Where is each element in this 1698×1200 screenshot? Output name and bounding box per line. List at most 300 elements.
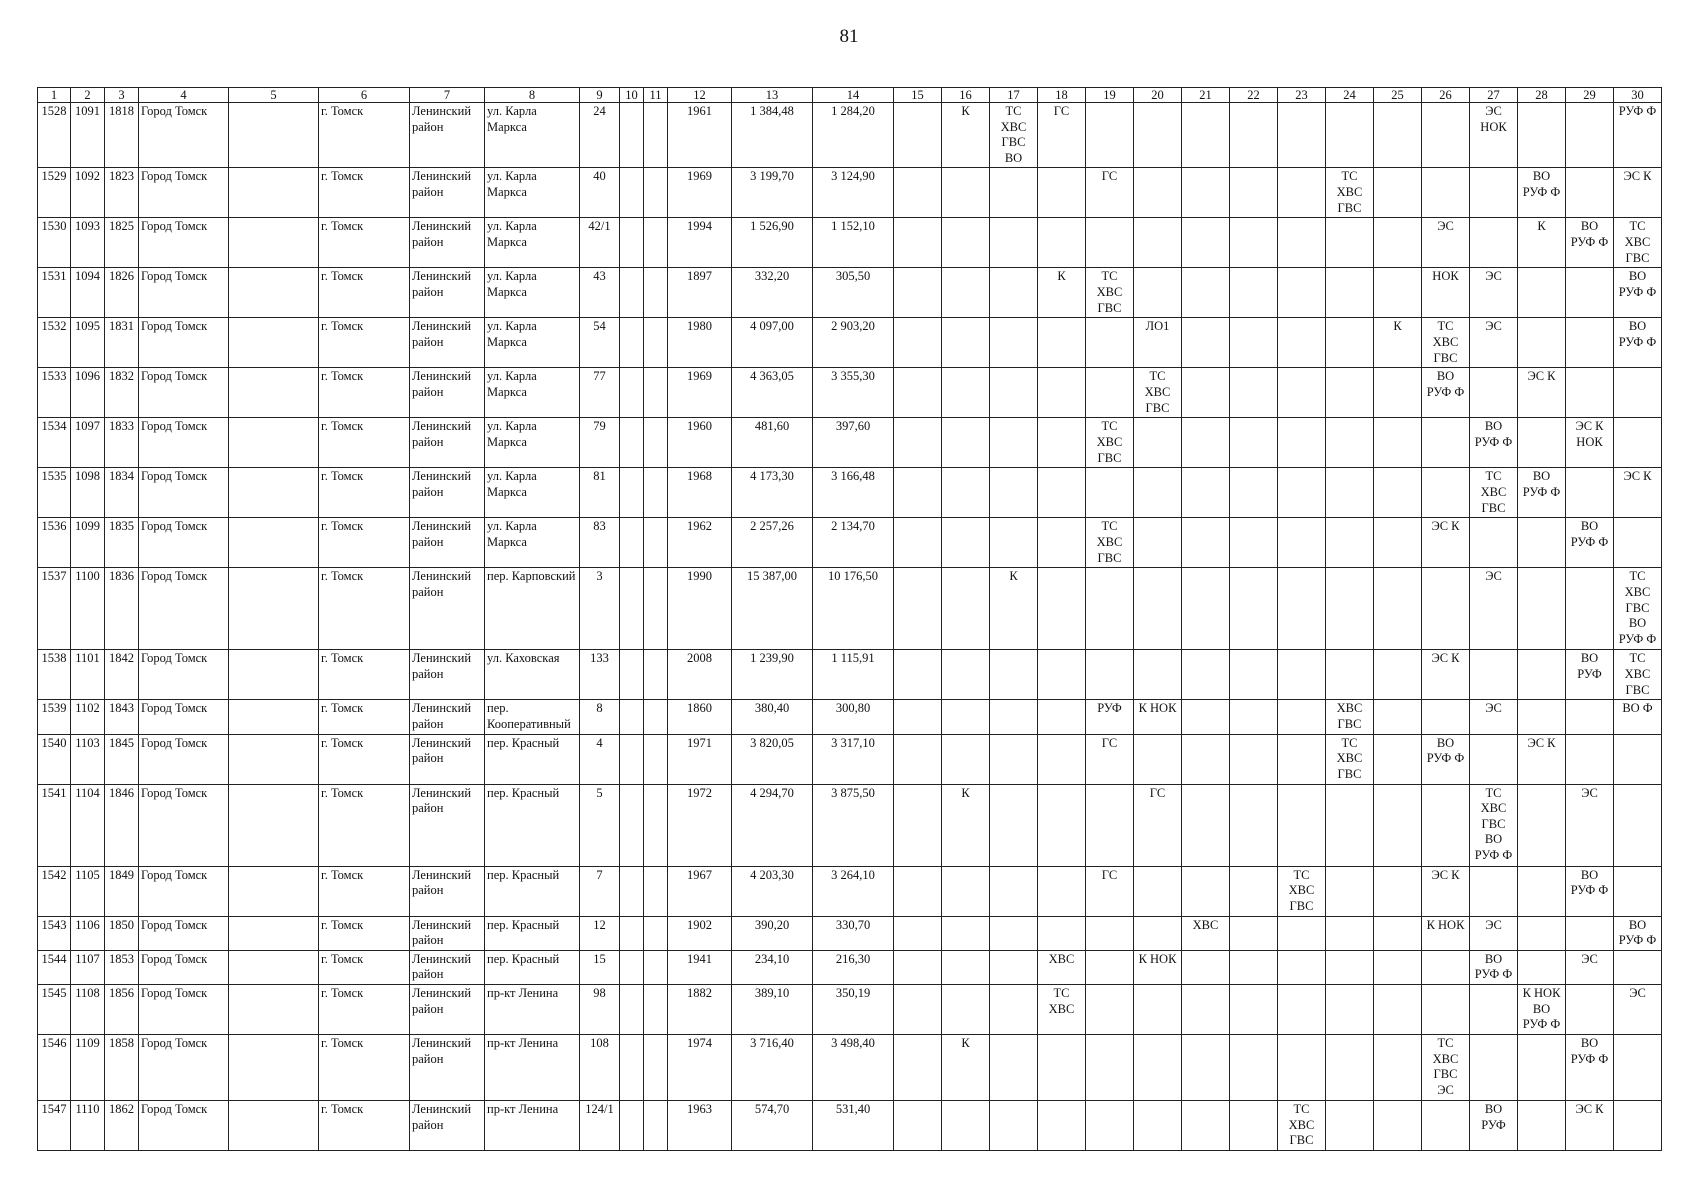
cell-col-3: 1849 — [105, 866, 139, 916]
cell-col-23 — [1278, 168, 1326, 218]
cell-col-29: ЭС — [1566, 784, 1614, 866]
column-header-17: 17 — [990, 88, 1038, 103]
cell-col-14: 216,30 — [813, 950, 894, 984]
cell-col-6: г. Томск — [319, 568, 410, 650]
cell-col-24 — [1326, 368, 1374, 418]
cell-col-30 — [1614, 518, 1662, 568]
cell-col-20: ЛО1 — [1134, 318, 1182, 368]
cell-col-17 — [990, 418, 1038, 468]
cell-col-24 — [1326, 468, 1374, 518]
cell-col-17 — [990, 984, 1038, 1034]
cell-col-1: 1531 — [38, 268, 71, 318]
cell-col-2: 1101 — [71, 650, 105, 700]
cell-col-4: Город Томск — [139, 218, 229, 268]
column-header-7: 7 — [410, 88, 485, 103]
cell-col-28: ВО РУФ Ф — [1518, 468, 1566, 518]
cell-col-12: 1994 — [668, 218, 732, 268]
cell-col-12: 1969 — [668, 368, 732, 418]
cell-col-4: Город Томск — [139, 784, 229, 866]
cell-col-11 — [644, 650, 668, 700]
cell-col-20 — [1134, 984, 1182, 1034]
cell-col-27 — [1470, 984, 1518, 1034]
cell-col-19 — [1086, 950, 1134, 984]
cell-col-2: 1108 — [71, 984, 105, 1034]
cell-col-28 — [1518, 268, 1566, 318]
cell-col-27: ЭС — [1470, 700, 1518, 734]
cell-col-9: 40 — [580, 168, 620, 218]
cell-col-3: 1850 — [105, 916, 139, 950]
cell-col-6: г. Томск — [319, 700, 410, 734]
column-header-13: 13 — [732, 88, 813, 103]
cell-col-7: Ленинский район — [410, 1034, 485, 1100]
cell-col-23 — [1278, 1034, 1326, 1100]
cell-col-12: 1860 — [668, 700, 732, 734]
cell-col-5 — [229, 784, 319, 866]
cell-col-25 — [1374, 1100, 1422, 1150]
cell-col-10 — [620, 318, 644, 368]
cell-col-15 — [894, 916, 942, 950]
cell-col-18 — [1038, 218, 1086, 268]
column-header-1: 1 — [38, 88, 71, 103]
table-row — [38, 103, 1662, 168]
cell-col-2: 1098 — [71, 468, 105, 518]
cell-col-27: ЭС — [1470, 568, 1518, 650]
cell-col-18 — [1038, 1100, 1086, 1150]
cell-col-9: 83 — [580, 518, 620, 568]
cell-col-15 — [894, 218, 942, 268]
table-row — [38, 168, 1662, 218]
cell-col-16 — [942, 950, 990, 984]
cell-col-11 — [644, 268, 668, 318]
cell-col-17 — [990, 518, 1038, 568]
cell-col-28: К НОК ВО РУФ Ф — [1518, 984, 1566, 1034]
table-row — [38, 950, 1662, 984]
cell-col-14: 1 152,10 — [813, 218, 894, 268]
cell-col-23 — [1278, 468, 1326, 518]
cell-col-25 — [1374, 168, 1422, 218]
cell-col-12: 1882 — [668, 984, 732, 1034]
cell-col-4: Город Томск — [139, 168, 229, 218]
cell-col-13: 380,40 — [732, 700, 813, 734]
cell-col-10 — [620, 103, 644, 168]
cell-col-6: г. Томск — [319, 168, 410, 218]
cell-col-8: пер. Карповский — [485, 568, 580, 650]
cell-col-25 — [1374, 916, 1422, 950]
cell-col-25 — [1374, 784, 1422, 866]
cell-col-10 — [620, 1034, 644, 1100]
header-row — [38, 88, 1662, 103]
cell-col-11 — [644, 1100, 668, 1150]
cell-col-12: 1941 — [668, 950, 732, 984]
cell-col-6: г. Томск — [319, 218, 410, 268]
cell-col-22 — [1230, 650, 1278, 700]
cell-col-14: 3 498,40 — [813, 1034, 894, 1100]
cell-col-11 — [644, 168, 668, 218]
cell-col-15 — [894, 784, 942, 866]
cell-col-8: пер. Красный — [485, 950, 580, 984]
cell-col-20 — [1134, 1034, 1182, 1100]
cell-col-21 — [1182, 784, 1230, 866]
cell-col-4: Город Томск — [139, 650, 229, 700]
cell-col-11 — [644, 468, 668, 518]
cell-col-6: г. Томск — [319, 103, 410, 168]
cell-col-11 — [644, 700, 668, 734]
cell-col-26 — [1422, 468, 1470, 518]
cell-col-25 — [1374, 950, 1422, 984]
cell-col-19: ГС — [1086, 168, 1134, 218]
cell-col-28 — [1518, 1034, 1566, 1100]
cell-col-22 — [1230, 368, 1278, 418]
cell-col-30: ТС ХВС ГВС — [1614, 650, 1662, 700]
cell-col-23 — [1278, 268, 1326, 318]
cell-col-3: 1831 — [105, 318, 139, 368]
cell-col-15 — [894, 268, 942, 318]
cell-col-8: пер. Кооперативный — [485, 700, 580, 734]
cell-col-21 — [1182, 734, 1230, 784]
column-header-26: 26 — [1422, 88, 1470, 103]
cell-col-8: ул. Карла Маркса — [485, 168, 580, 218]
table-row — [38, 1100, 1662, 1150]
table-row — [38, 418, 1662, 468]
cell-col-19 — [1086, 468, 1134, 518]
cell-col-10 — [620, 866, 644, 916]
cell-col-4: Город Томск — [139, 518, 229, 568]
cell-col-20 — [1134, 734, 1182, 784]
cell-col-18 — [1038, 916, 1086, 950]
cell-col-28 — [1518, 950, 1566, 984]
cell-col-28 — [1518, 700, 1566, 734]
cell-col-15 — [894, 168, 942, 218]
cell-col-5 — [229, 950, 319, 984]
column-header-22: 22 — [1230, 88, 1278, 103]
cell-col-7: Ленинский район — [410, 784, 485, 866]
cell-col-9: 108 — [580, 1034, 620, 1100]
cell-col-10 — [620, 1100, 644, 1150]
cell-col-12: 1960 — [668, 418, 732, 468]
cell-col-23 — [1278, 984, 1326, 1034]
table-row — [38, 368, 1662, 418]
cell-col-1: 1540 — [38, 734, 71, 784]
cell-col-26: ТС ХВС ГВС ЭС — [1422, 1034, 1470, 1100]
cell-col-13: 1 239,90 — [732, 650, 813, 700]
cell-col-2: 1094 — [71, 268, 105, 318]
cell-col-8: ул. Карла Маркса — [485, 518, 580, 568]
cell-col-18 — [1038, 700, 1086, 734]
cell-col-28 — [1518, 1100, 1566, 1150]
cell-col-13: 1 384,48 — [732, 103, 813, 168]
table-row — [38, 866, 1662, 916]
cell-col-28 — [1518, 866, 1566, 916]
cell-col-6: г. Томск — [319, 866, 410, 916]
cell-col-4: Город Томск — [139, 468, 229, 518]
cell-col-5 — [229, 1034, 319, 1100]
cell-col-8: ул. Карла Маркса — [485, 103, 580, 168]
cell-col-12: 1962 — [668, 518, 732, 568]
cell-col-24 — [1326, 950, 1374, 984]
cell-col-11 — [644, 418, 668, 468]
cell-col-17 — [990, 700, 1038, 734]
cell-col-30: ВО РУФ Ф — [1614, 916, 1662, 950]
cell-col-23 — [1278, 218, 1326, 268]
cell-col-16: К — [942, 103, 990, 168]
cell-col-16 — [942, 368, 990, 418]
cell-col-16 — [942, 916, 990, 950]
cell-col-6: г. Томск — [319, 1100, 410, 1150]
cell-col-8: ул. Каховская — [485, 650, 580, 700]
table-row — [38, 1034, 1662, 1100]
cell-col-10 — [620, 568, 644, 650]
cell-col-14: 1 284,20 — [813, 103, 894, 168]
column-header-24: 24 — [1326, 88, 1374, 103]
cell-col-14: 531,40 — [813, 1100, 894, 1150]
table-row — [38, 650, 1662, 700]
cell-col-26 — [1422, 784, 1470, 866]
cell-col-21 — [1182, 518, 1230, 568]
page-number: 81 — [839, 26, 859, 47]
cell-col-21 — [1182, 103, 1230, 168]
cell-col-17 — [990, 784, 1038, 866]
cell-col-18 — [1038, 734, 1086, 784]
cell-col-9: 54 — [580, 318, 620, 368]
cell-col-30 — [1614, 784, 1662, 866]
cell-col-4: Город Томск — [139, 984, 229, 1034]
cell-col-10 — [620, 268, 644, 318]
cell-col-24 — [1326, 568, 1374, 650]
cell-col-23: ТС ХВС ГВС — [1278, 1100, 1326, 1150]
cell-col-23 — [1278, 518, 1326, 568]
cell-col-21: ХВС — [1182, 916, 1230, 950]
cell-col-12: 1990 — [668, 568, 732, 650]
cell-col-17 — [990, 218, 1038, 268]
cell-col-2: 1107 — [71, 950, 105, 984]
table-row — [38, 568, 1662, 650]
column-header-27: 27 — [1470, 88, 1518, 103]
cell-col-13: 3 716,40 — [732, 1034, 813, 1100]
cell-col-17 — [990, 1100, 1038, 1150]
cell-col-8: пр-кт Ленина — [485, 984, 580, 1034]
cell-col-4: Город Томск — [139, 1034, 229, 1100]
cell-col-14: 1 115,91 — [813, 650, 894, 700]
cell-col-17 — [990, 866, 1038, 916]
cell-col-29 — [1566, 468, 1614, 518]
column-header-28: 28 — [1518, 88, 1566, 103]
cell-col-28 — [1518, 418, 1566, 468]
cell-col-15 — [894, 368, 942, 418]
cell-col-11 — [644, 950, 668, 984]
cell-col-6: г. Томск — [319, 468, 410, 518]
cell-col-30: ВО РУФ Ф — [1614, 268, 1662, 318]
cell-col-21 — [1182, 418, 1230, 468]
cell-col-12: 1980 — [668, 318, 732, 368]
cell-col-30 — [1614, 1100, 1662, 1150]
cell-col-8: пр-кт Ленина — [485, 1034, 580, 1100]
cell-col-24 — [1326, 318, 1374, 368]
cell-col-6: г. Томск — [319, 784, 410, 866]
cell-col-8: пр-кт Ленина — [485, 1100, 580, 1150]
cell-col-23 — [1278, 103, 1326, 168]
column-header-14: 14 — [813, 88, 894, 103]
cell-col-7: Ленинский район — [410, 568, 485, 650]
cell-col-29: ЭС К НОК — [1566, 418, 1614, 468]
cell-col-14: 3 355,30 — [813, 368, 894, 418]
cell-col-11 — [644, 734, 668, 784]
cell-col-15 — [894, 700, 942, 734]
cell-col-29 — [1566, 916, 1614, 950]
cell-col-5 — [229, 734, 319, 784]
cell-col-30: ЭС К — [1614, 468, 1662, 518]
cell-col-16: К — [942, 1034, 990, 1100]
cell-col-9: 133 — [580, 650, 620, 700]
cell-col-29: ЭС — [1566, 950, 1614, 984]
cell-col-30: ТС ХВС ГВС ВО РУФ Ф — [1614, 568, 1662, 650]
cell-col-25 — [1374, 700, 1422, 734]
cell-col-26 — [1422, 103, 1470, 168]
cell-col-8: пер. Красный — [485, 866, 580, 916]
cell-col-2: 1097 — [71, 418, 105, 468]
cell-col-26: ЭС К — [1422, 866, 1470, 916]
cell-col-25 — [1374, 866, 1422, 916]
cell-col-18: К — [1038, 268, 1086, 318]
cell-col-2: 1105 — [71, 866, 105, 916]
column-header-21: 21 — [1182, 88, 1230, 103]
cell-col-5 — [229, 168, 319, 218]
cell-col-27 — [1470, 168, 1518, 218]
cell-col-4: Город Томск — [139, 418, 229, 468]
cell-col-25 — [1374, 468, 1422, 518]
cell-col-6: г. Томск — [319, 368, 410, 418]
cell-col-7: Ленинский район — [410, 950, 485, 984]
cell-col-29 — [1566, 700, 1614, 734]
cell-col-15 — [894, 1034, 942, 1100]
cell-col-7: Ленинский район — [410, 368, 485, 418]
cell-col-4: Город Томск — [139, 368, 229, 418]
cell-col-25 — [1374, 518, 1422, 568]
cell-col-20 — [1134, 168, 1182, 218]
cell-col-10 — [620, 468, 644, 518]
cell-col-10 — [620, 368, 644, 418]
cell-col-6: г. Томск — [319, 418, 410, 468]
cell-col-18 — [1038, 468, 1086, 518]
cell-col-12: 1968 — [668, 468, 732, 518]
table-row — [38, 268, 1662, 318]
cell-col-10 — [620, 700, 644, 734]
cell-col-25: К — [1374, 318, 1422, 368]
cell-col-19 — [1086, 368, 1134, 418]
cell-col-12: 1961 — [668, 103, 732, 168]
cell-col-7: Ленинский район — [410, 518, 485, 568]
cell-col-25 — [1374, 1034, 1422, 1100]
cell-col-9: 24 — [580, 103, 620, 168]
cell-col-21 — [1182, 700, 1230, 734]
cell-col-30 — [1614, 368, 1662, 418]
column-header-12: 12 — [668, 88, 732, 103]
cell-col-27: ТС ХВС ГВС — [1470, 468, 1518, 518]
cell-col-26 — [1422, 568, 1470, 650]
cell-col-16 — [942, 1100, 990, 1150]
cell-col-21 — [1182, 168, 1230, 218]
cell-col-19 — [1086, 568, 1134, 650]
cell-col-4: Город Томск — [139, 916, 229, 950]
cell-col-16 — [942, 418, 990, 468]
cell-col-18 — [1038, 418, 1086, 468]
cell-col-22 — [1230, 418, 1278, 468]
cell-col-30 — [1614, 734, 1662, 784]
cell-col-16 — [942, 268, 990, 318]
cell-col-20 — [1134, 268, 1182, 318]
cell-col-20 — [1134, 568, 1182, 650]
cell-col-5 — [229, 368, 319, 418]
cell-col-15 — [894, 984, 942, 1034]
cell-col-8: ул. Карла Маркса — [485, 318, 580, 368]
cell-col-20 — [1134, 468, 1182, 518]
table-row — [38, 468, 1662, 518]
cell-col-9: 12 — [580, 916, 620, 950]
cell-col-9: 5 — [580, 784, 620, 866]
cell-col-2: 1091 — [71, 103, 105, 168]
cell-col-21 — [1182, 218, 1230, 268]
cell-col-3: 1856 — [105, 984, 139, 1034]
cell-col-28 — [1518, 916, 1566, 950]
cell-col-18 — [1038, 518, 1086, 568]
cell-col-29 — [1566, 318, 1614, 368]
cell-col-9: 3 — [580, 568, 620, 650]
cell-col-13: 4 363,05 — [732, 368, 813, 418]
cell-col-6: г. Томск — [319, 984, 410, 1034]
cell-col-4: Город Томск — [139, 568, 229, 650]
cell-col-25 — [1374, 368, 1422, 418]
cell-col-26: ТС ХВС ГВС — [1422, 318, 1470, 368]
cell-col-8: пер. Красный — [485, 916, 580, 950]
cell-col-21 — [1182, 1100, 1230, 1150]
cell-col-1: 1541 — [38, 784, 71, 866]
cell-col-12: 2008 — [668, 650, 732, 700]
cell-col-16 — [942, 318, 990, 368]
cell-col-19: РУФ — [1086, 700, 1134, 734]
cell-col-3: 1825 — [105, 218, 139, 268]
cell-col-11 — [644, 568, 668, 650]
cell-col-14: 350,19 — [813, 984, 894, 1034]
cell-col-26: ЭС — [1422, 218, 1470, 268]
cell-col-3: 1836 — [105, 568, 139, 650]
cell-col-22 — [1230, 984, 1278, 1034]
cell-col-17: К — [990, 568, 1038, 650]
cell-col-13: 574,70 — [732, 1100, 813, 1150]
cell-col-23 — [1278, 784, 1326, 866]
cell-col-28 — [1518, 568, 1566, 650]
cell-col-3: 1843 — [105, 700, 139, 734]
cell-col-22 — [1230, 700, 1278, 734]
table-row — [38, 218, 1662, 268]
cell-col-7: Ленинский район — [410, 103, 485, 168]
column-header-25: 25 — [1374, 88, 1422, 103]
cell-col-18: ТС ХВС — [1038, 984, 1086, 1034]
column-header-8: 8 — [485, 88, 580, 103]
cell-col-28 — [1518, 518, 1566, 568]
cell-col-9: 77 — [580, 368, 620, 418]
cell-col-18 — [1038, 866, 1086, 916]
cell-col-20 — [1134, 218, 1182, 268]
cell-col-24 — [1326, 218, 1374, 268]
cell-col-16 — [942, 650, 990, 700]
cell-col-19 — [1086, 1100, 1134, 1150]
cell-col-3: 1823 — [105, 168, 139, 218]
cell-col-21 — [1182, 866, 1230, 916]
cell-col-2: 1095 — [71, 318, 105, 368]
cell-col-3: 1862 — [105, 1100, 139, 1150]
column-header-2: 2 — [71, 88, 105, 103]
cell-col-3: 1845 — [105, 734, 139, 784]
cell-col-2: 1100 — [71, 568, 105, 650]
